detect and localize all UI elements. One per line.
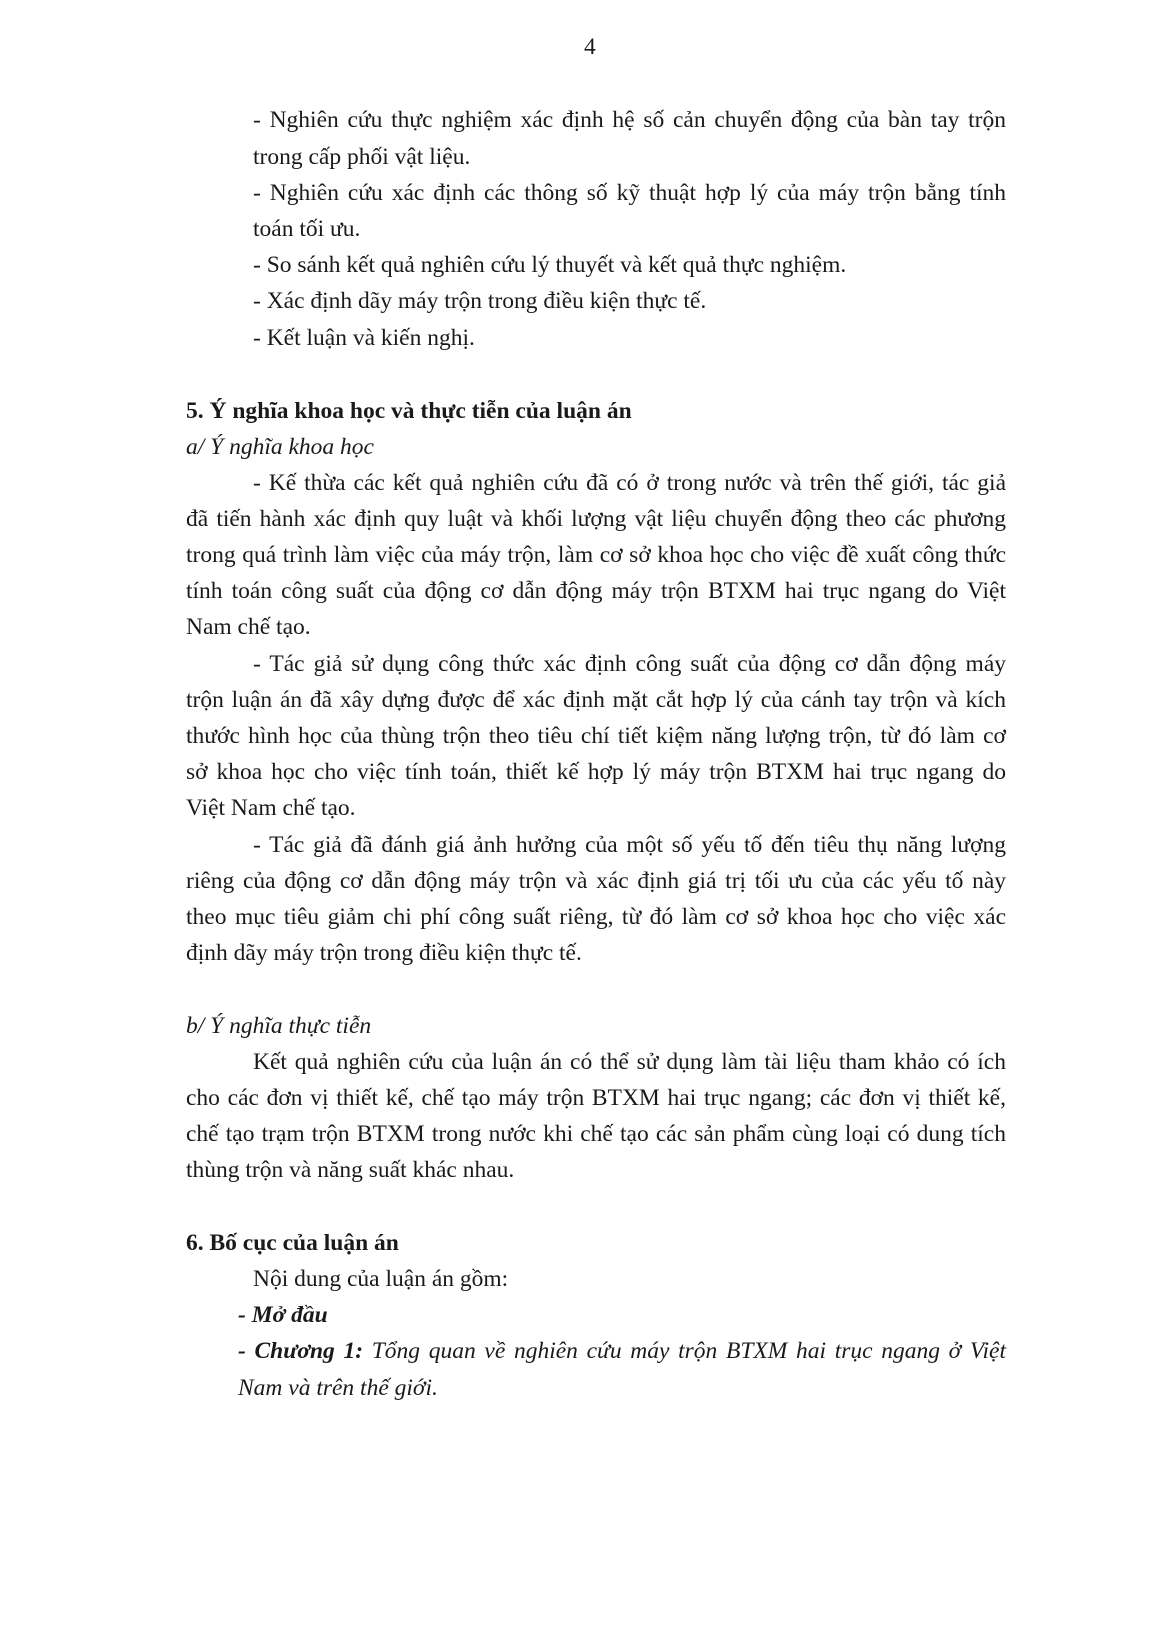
paragraph-line: - Kế thừa các kết quả nghiên cứu đã có ở trong nước và trên thế giới, tác giả	[253, 470, 1006, 496]
paragraph-line: Kết quả nghiên cứu của luận án có thể sử dụng làm tài liệu tham khảo có ích	[253, 1049, 1006, 1075]
paragraph-line: định dãy máy trộn trong điều kiện thực tế.	[186, 940, 582, 966]
paragraph-line: - Tác giả đã đánh giá ảnh hưởng của một số yếu tố đến tiêu thụ năng lượng	[253, 832, 1006, 858]
list-item: toán tối ưu.	[253, 216, 361, 242]
subsection-heading: b/ Ý nghĩa thực tiễn	[186, 1013, 372, 1039]
paragraph-line: trộn luận án đã xây dựng được để xác định mặt cắt hợp lý của cánh tay trộn và kích	[186, 687, 1006, 713]
paragraph-line: riêng của động cơ dẫn động máy trộn và xác định giá trị tối ưu của các yếu tố này	[186, 868, 1006, 894]
chapter-label: - Chương 1:	[238, 1338, 364, 1364]
list-item: - Mở đầu	[238, 1302, 328, 1328]
chapter-title: Tổng quan về nghiên cứu máy trộn BTXM hai trục ngang ở Việt	[363, 1338, 1007, 1364]
paragraph-line: sở khoa học cho việc tính toán, thiết kế hợp lý máy trộn BTXM hai trục ngang do	[186, 759, 1006, 785]
list-item: - Nghiên cứu xác định các thông số kỹ thuật hợp lý của máy trộn bằng tính	[253, 180, 1006, 206]
paragraph-line: - Tác giả sử dụng công thức xác định công suất của động cơ dẫn động máy	[253, 651, 1006, 677]
paragraph-line: thước hình học của thùng trộn theo tiêu chí tiết kiệm năng lượng trộn, từ đó làm cơ	[186, 723, 1006, 749]
paragraph-line: thùng trộn và năng suất khác nhau.	[186, 1157, 515, 1183]
section-heading: 6. Bố cục của luận án	[186, 1230, 399, 1256]
subsection-heading: a/ Ý nghĩa khoa học	[186, 434, 374, 460]
list-item: - Xác định dãy máy trộn trong điều kiện thực tế.	[253, 288, 707, 314]
paragraph-line: trong quá trình làm việc của máy trộn, làm cơ sở khoa học cho việc đề xuất công thức	[186, 542, 1006, 568]
paragraph-line: chế tạo trạm trộn BTXM trong nước khi chế tạo các sản phẩm cùng loại có dung tích	[186, 1121, 1006, 1147]
list-item: trong cấp phối vật liệu.	[253, 144, 471, 170]
paragraph-line: Việt Nam chế tạo.	[186, 795, 356, 821]
paragraph-line: Nội dung của luận án gồm:	[253, 1266, 509, 1292]
paragraph-line: tính toán công suất của động cơ dẫn động máy trộn BTXM hai trục ngang do Việt	[186, 578, 1006, 604]
paragraph-line: theo mục tiêu giảm chi phí công suất riêng, từ đó làm cơ sở khoa học cho việc xác	[186, 904, 1006, 930]
list-item: - So sánh kết quả nghiên cứu lý thuyết và kết quả thực nghiệm.	[253, 252, 847, 278]
paragraph-line: đã tiến hành xác định quy luật và khối lượng vật liệu chuyển động theo các phương	[186, 506, 1006, 532]
paragraph-line: Nam chế tạo.	[186, 614, 311, 640]
list-item	[238, 1338, 1006, 1365]
list-item: - Kết luận và kiến nghị.	[253, 325, 475, 351]
paragraph-line: cho các đơn vị thiết kế, chế tạo máy trộn BTXM hai trục ngang; các đơn vị thiết kế,	[186, 1085, 1006, 1111]
chapter-title: Nam và trên thế giới.	[238, 1375, 438, 1401]
section-heading: 5. Ý nghĩa khoa học và thực tiễn của luận án	[186, 398, 632, 424]
list-item: - Nghiên cứu thực nghiệm xác định hệ số cản chuyển động của bàn tay trộn	[253, 107, 1006, 133]
page-number: 4	[584, 34, 596, 60]
